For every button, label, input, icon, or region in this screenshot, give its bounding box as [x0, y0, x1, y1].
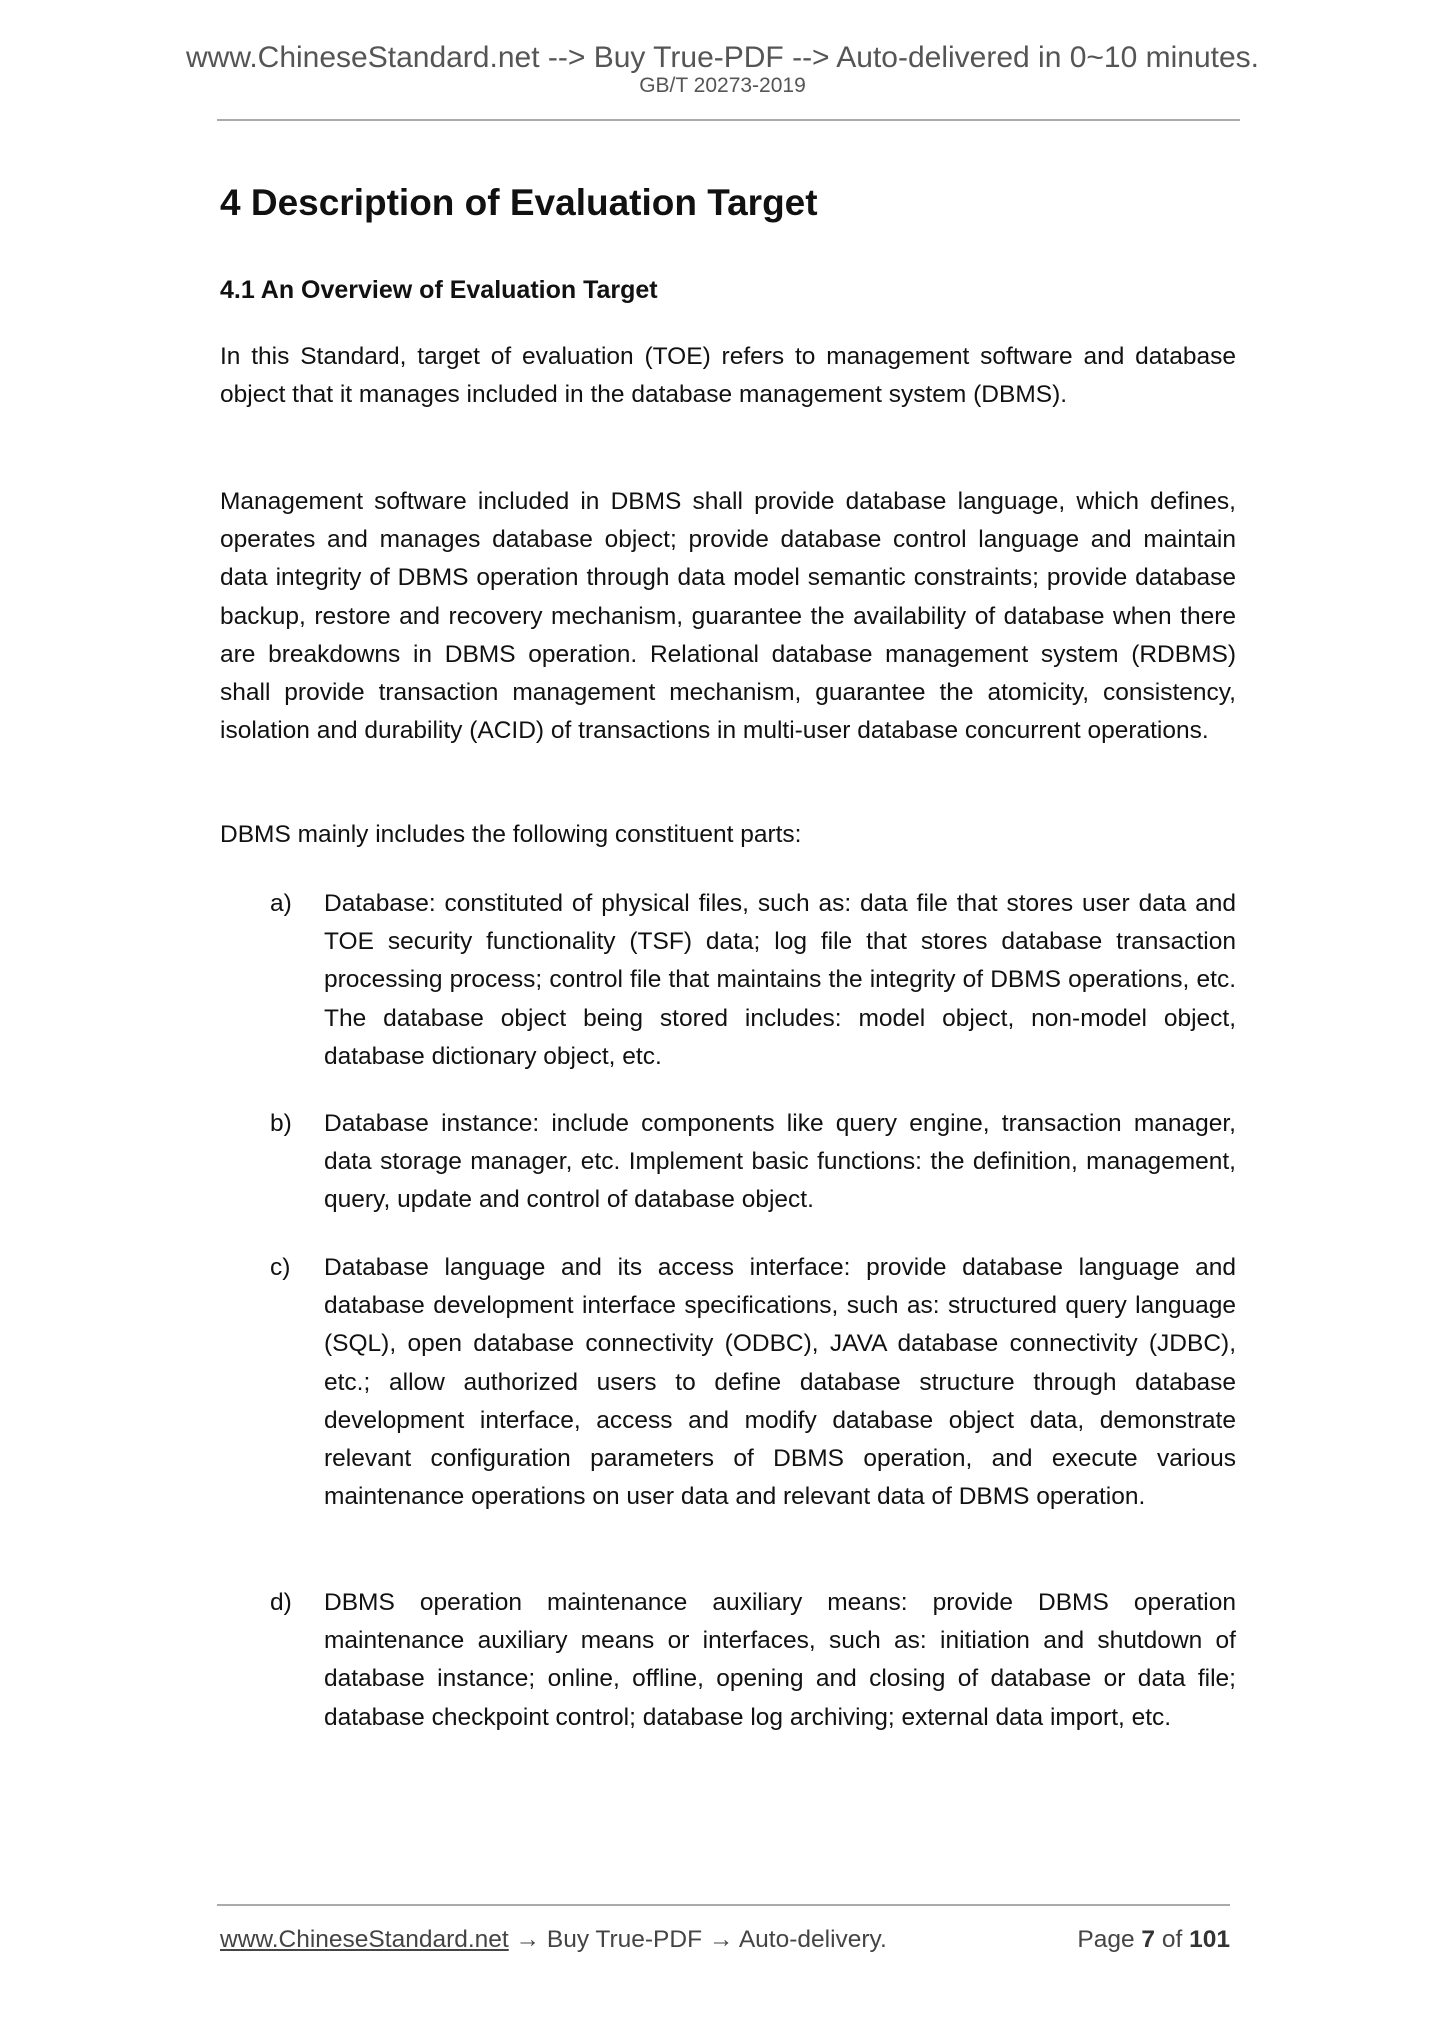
list-item-text: DBMS operation maintenance auxiliary means: provide DBMS operation maintenance auxiliary means or interfaces, such as: initiation and shutdown of database instance; online, offline, opening and closing of database or data file; database checkpoint control; database log archiving; external data import, etc.	[324, 1589, 1236, 1731]
list-item-text: Database instance: include components like query engine, transaction manager, data storage manager, etc. Implement basic functions: the definition, management, query, update and control of database object.	[324, 1110, 1236, 1214]
header-divider	[217, 119, 1240, 121]
list-item-label: c)	[270, 1254, 291, 1281]
page-label: Page	[1077, 1926, 1135, 1953]
page-number: 7	[1141, 1926, 1156, 1953]
document-code: GB/T 20273-2019	[639, 74, 806, 97]
paragraph-parts-intro: DBMS mainly includes the following constituent parts:	[220, 821, 802, 848]
footer-site-link[interactable]: www.ChineseStandard.net	[220, 1926, 509, 1953]
section-title: 4 Description of Evaluation Target	[220, 182, 818, 223]
page-total: 101	[1189, 1926, 1230, 1953]
list-item-text: Database language and its access interface: provide database language and database development interface specifications, such as: structured query language (SQL), open database connectivity (ODBC), JAVA database connectivity (JDBC), etc.; allow authorized users to define database structure through database development interface, access and modify database object data, demonstrate relevant configuration parameters of DBMS operation, and execute various maintenance operations on user data and relevant data of DBMS operation.	[324, 1254, 1236, 1511]
paragraph-toe-definition: In this Standard, target of evaluation (TOE) refers to management software and database object that it manages included in the database management system (DBMS).	[220, 343, 1236, 409]
paragraph-management-software: Management software included in DBMS shall provide database language, which defines, operates and manages database object; provide database control language and maintain data integrity of DBMS operation through data model semantic constraints; provide database backup, restore and recovery mechanism, guarantee the availability of database when there are breakdowns in DBMS operation. Relational database management system (RDBMS) shall provide transaction management mechanism, guarantee the atomicity, consistency, isolation and durability (ACID) of transactions in multi-user database concurrent operations.	[220, 488, 1236, 745]
list-item	[220, 1249, 1236, 1516]
of-label: of	[1161, 1926, 1183, 1953]
subsection-title: 4.1 An Overview of Evaluation Target	[220, 276, 658, 304]
page-indicator	[1077, 1922, 1230, 1958]
footer-divider	[217, 1904, 1230, 1906]
list-item-label: d)	[270, 1589, 292, 1616]
list-item	[220, 1584, 1236, 1737]
footer	[220, 1922, 1230, 1958]
list-item-label: a)	[270, 890, 292, 917]
list-item	[220, 885, 1236, 1076]
list-item-text: Database: constituted of physical files, such as: data file that stores user data and TOE security functionality (TSF) data; log file that stores database transaction processing process; control file that maintains the integrity of DBMS operations, etc. The database object being stored includes: model object, non-model object, database dictionary object, etc.	[324, 890, 1236, 1070]
footer-tagline: → Buy True-PDF → Auto-delivery.	[508, 1926, 887, 1953]
list-item-label: b)	[270, 1110, 292, 1137]
top-banner: www.ChineseStandard.net --> Buy True-PDF --> Auto-delivered in 0~10 minutes.	[185, 41, 1260, 74]
list-item	[220, 1105, 1236, 1220]
